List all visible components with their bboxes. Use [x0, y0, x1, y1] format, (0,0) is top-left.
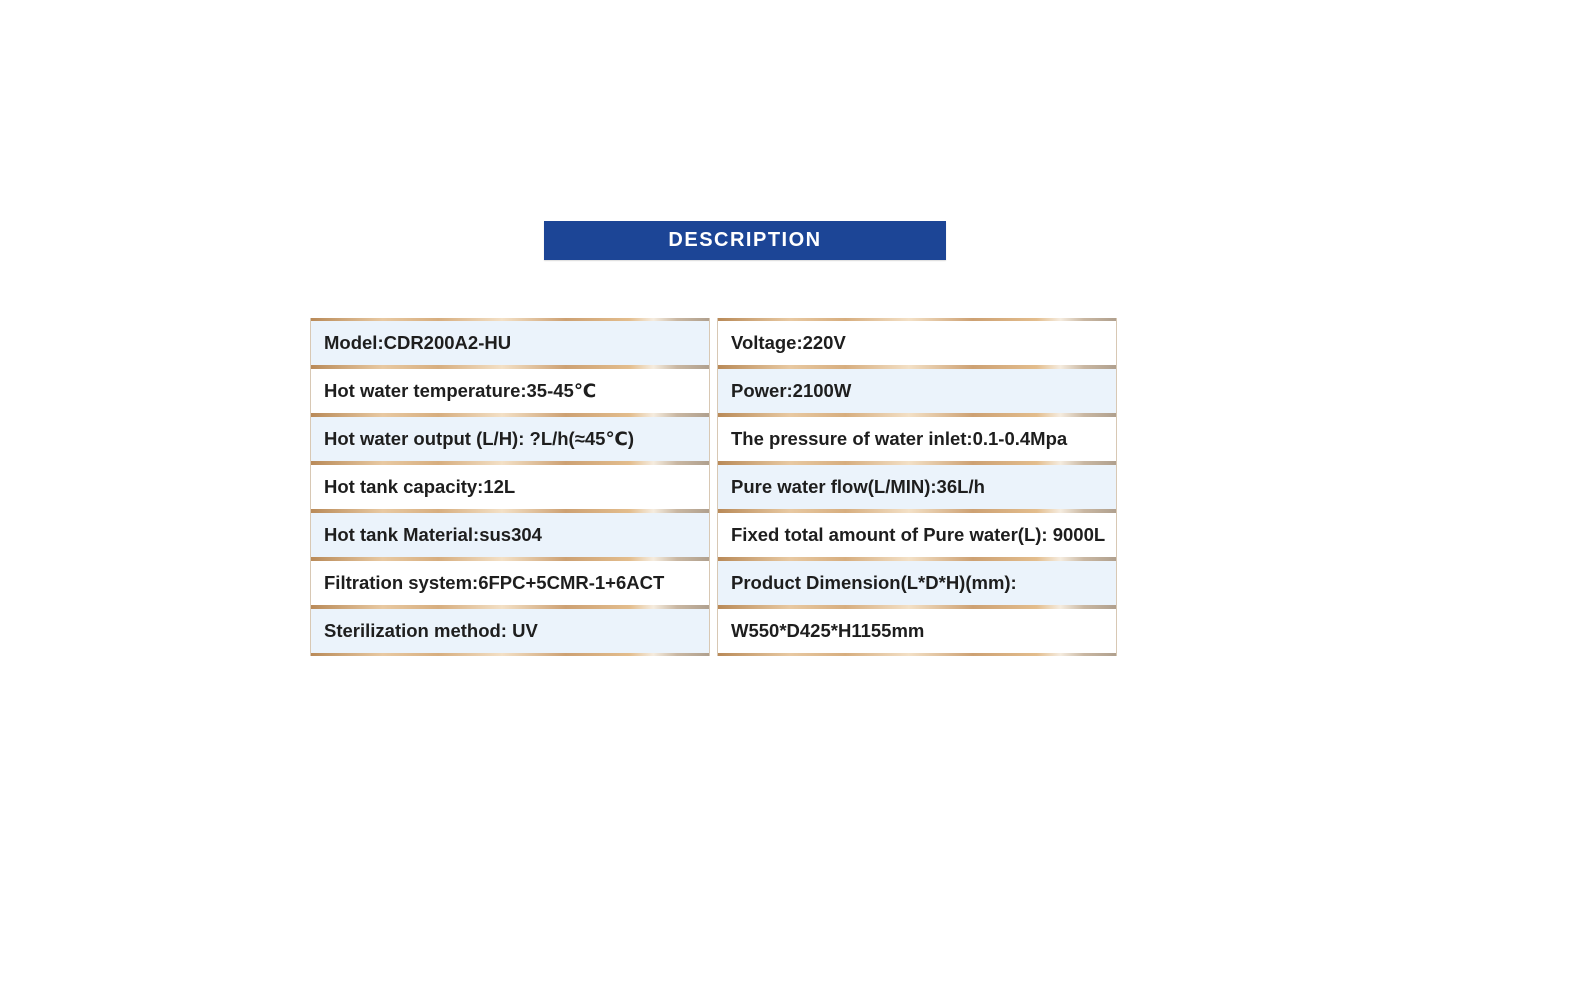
divider-line [311, 653, 709, 656]
description-banner [544, 221, 946, 260]
spec-table-left [310, 318, 710, 656]
spec-row-model: Model:CDR200A2-HU [311, 321, 709, 365]
spec-row-hot-water-temperature: Hot water temperature:35-45℃ [311, 369, 709, 413]
spec-row-product-dimension-label: Product Dimension(L*D*H)(mm): [718, 561, 1116, 605]
divider-line [718, 653, 1116, 656]
spec-row-pure-water-flow: Pure water flow(L/MIN):36L/h [718, 465, 1116, 509]
spec-row-pure-water-total: Fixed total amount of Pure water(L): 9000L [718, 513, 1116, 557]
spec-row-power: Power:2100W [718, 369, 1116, 413]
description-title: DESCRIPTION [668, 229, 822, 251]
spec-row-filtration-system: Filtration system:6FPC+5CMR-1+6ACT [311, 561, 709, 605]
spec-row-sterilization-method: Sterilization method: UV [311, 609, 709, 653]
spec-row-voltage: Voltage:220V [718, 321, 1116, 365]
spec-row-hot-tank-material: Hot tank Material:sus304 [311, 513, 709, 557]
spec-row-water-inlet-pressure: The pressure of water inlet:0.1-0.4Mpa [718, 417, 1116, 461]
spec-table-right [717, 318, 1117, 656]
spec-row-product-dimension-value: W550*D425*H1155mm [718, 609, 1116, 653]
spec-row-hot-tank-capacity: Hot tank capacity:12L [311, 465, 709, 509]
spec-row-hot-water-output: Hot water output (L/H): ?L/h(≈45℃) [311, 417, 709, 461]
